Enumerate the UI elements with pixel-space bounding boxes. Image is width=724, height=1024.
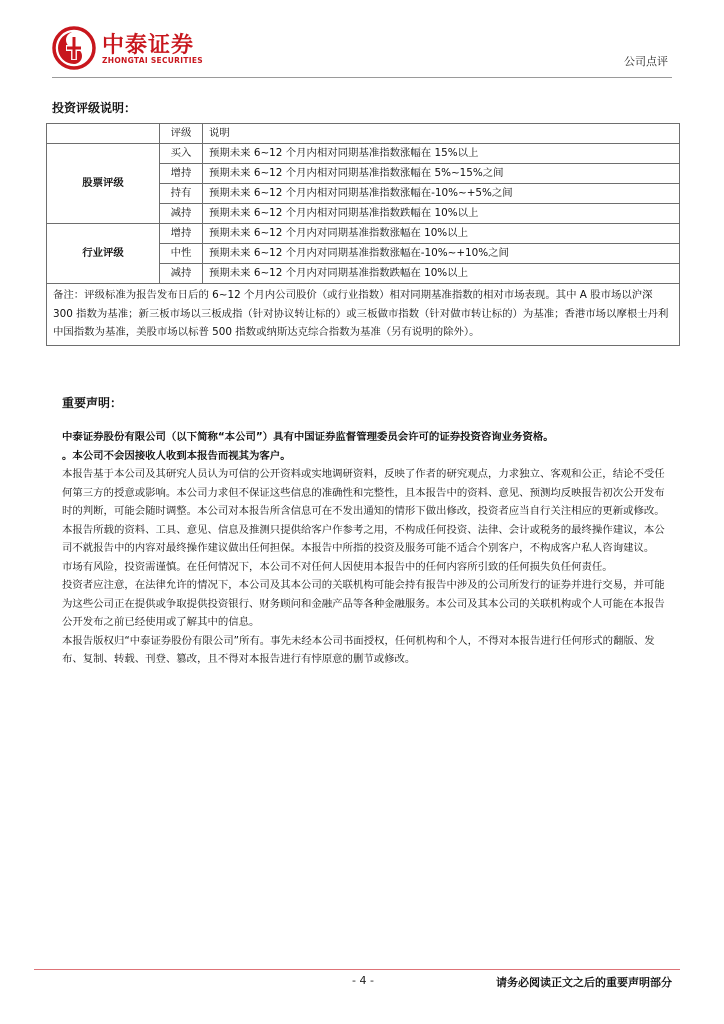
stock-rating-group-label: 股票评级 xyxy=(47,144,160,224)
rating-description: 预期未来 6~12 个月内相对同期基准指数涨幅在-10%~+5%之间 xyxy=(203,184,680,204)
rating-level: 持有 xyxy=(160,184,203,204)
rating-level: 减持 xyxy=(160,204,203,224)
disclaimer-qualification-statement: 中泰证券股份有限公司（以下简称“本公司”）具有中国证券监督管理委员会许可的证券投资咨询业务资格。 xyxy=(62,431,554,443)
rating-table-header-row xyxy=(47,124,680,144)
disclaimer-paragraph: 市场有风险，投资需谨慎。在任何情况下，本公司不对任何人因使用本报告中的任何内容所引致的任何损失负任何责任。 xyxy=(62,560,613,573)
header-divider xyxy=(52,77,672,78)
rating-description: 预期未来 6~12 个月内相对同期基准指数涨幅在 15%以上 xyxy=(203,144,680,164)
rating-section-title: 投资评级说明： xyxy=(52,101,137,115)
rating-table xyxy=(46,123,680,346)
disclaimer-section-title: 重要声明： xyxy=(62,396,123,410)
rating-level: 增持 xyxy=(160,224,203,244)
rating-note-row xyxy=(47,284,680,346)
rating-level: 买入 xyxy=(160,144,203,164)
rating-description: 预期未来 6~12 个月内相对同期基准指数跌幅在 10%以上 xyxy=(203,204,680,224)
footer-notice: 请务必阅读正文之后的重要声明部分 xyxy=(496,976,672,989)
rating-level: 减持 xyxy=(160,264,203,284)
column-header-level: 评级 xyxy=(160,124,203,144)
disclaimer-paragraph: 投资者应注意，在法律允许的情况下，本公司及其本公司的关联机构可能会持有报告中涉及的公司所发行的证券并进行交易，并可能为这些公司正在提供或争取提供投资银行、财务顾问和金融产品等各种金融服务。本公司及其本公司的关联机构或个人可能在本报告公开发布之前已经使用或了解其中的信息。 xyxy=(62,579,665,628)
disclaimer-body xyxy=(62,428,674,669)
logo-chinese-text: 中泰证券 xyxy=(102,33,195,58)
disclaimer-paragraph: 本报告版权归“中泰证券股份有限公司”所有。事先未经本公司书面授权，任何机构和个人，不得对本报告进行任何形式的翻版、发布、复制、转载、刊登、篡改，且不得对本报告进行有悖原意的删节或修改。 xyxy=(62,634,655,665)
footer-divider xyxy=(34,969,680,970)
company-logo xyxy=(52,26,222,70)
table-row xyxy=(47,144,680,164)
disclaimer-paragraph: 本报告基于本公司及其研究人员认为可信的公开资料或实地调研资料，反映了作者的研究观点，力求独立、客观和公正，结论不受任何第三方的授意或影响。本公司力求但不保证这些信息的准确性和完整性，且本报告中的资料、意见、预测均反映报告初次公开发布时的判断，可能会随时调整。本公司对本报告所含信息可在不发出通知的情形下做出修改，投资者应当自行关注相应的更新或修改。本报告所载的资料、工具、意见、信息及推测只提供给客户作参考之用，不构成任何投资、法律、会计或税务的最终操作建议，本公司不就报告中的内容对最终操作建议做出任何担保。本报告中所指的投资及服务可能不适合个别客户，不构成客户私人咨询建议。 xyxy=(62,468,665,554)
disclaimer-client-statement: 。本公司不会因接收人收到本报告而视其为客户。 xyxy=(62,449,291,462)
document-type-label: 公司点评 xyxy=(624,55,668,68)
table-row xyxy=(47,224,680,244)
column-header-description: 说明 xyxy=(203,124,680,144)
industry-rating-group-label: 行业评级 xyxy=(47,224,160,284)
rating-level: 增持 xyxy=(160,164,203,184)
rating-note: 备注：评级标准为报告发布日后的 6~12 个月内公司股价（或行业指数）相对同期基准指数的相对市场表现。其中 A 股市场以沪深 300 指数为基准；新三板市场以三板成指（针对协议转让标的）或三板做市指数（针对做市转让标的）为基准；香港市场以摩根士丹利中国指数为基准，美股市场以标普 500 指数或纳斯达克综合指数为基准（另有说明的除外）。 xyxy=(47,284,680,346)
rating-description: 预期未来 6~12 个月内对同期基准指数涨幅在 10%以上 xyxy=(203,224,680,244)
rating-level: 中性 xyxy=(160,244,203,264)
page-number: - 4 - xyxy=(352,974,374,987)
logo-english-text: ZHONGTAI SECURITIES xyxy=(102,56,203,65)
rating-description: 预期未来 6~12 个月内对同期基准指数跌幅在 10%以上 xyxy=(203,264,680,284)
rating-description: 预期未来 6~12 个月内相对同期基准指数涨幅在 5%~15%之间 xyxy=(203,164,680,184)
rating-description: 预期未来 6~12 个月内对同期基准指数涨幅在-10%~+10%之间 xyxy=(203,244,680,264)
header-blank-cell xyxy=(47,124,160,144)
page-header xyxy=(0,0,724,80)
zhongtai-logo-icon xyxy=(52,26,96,70)
